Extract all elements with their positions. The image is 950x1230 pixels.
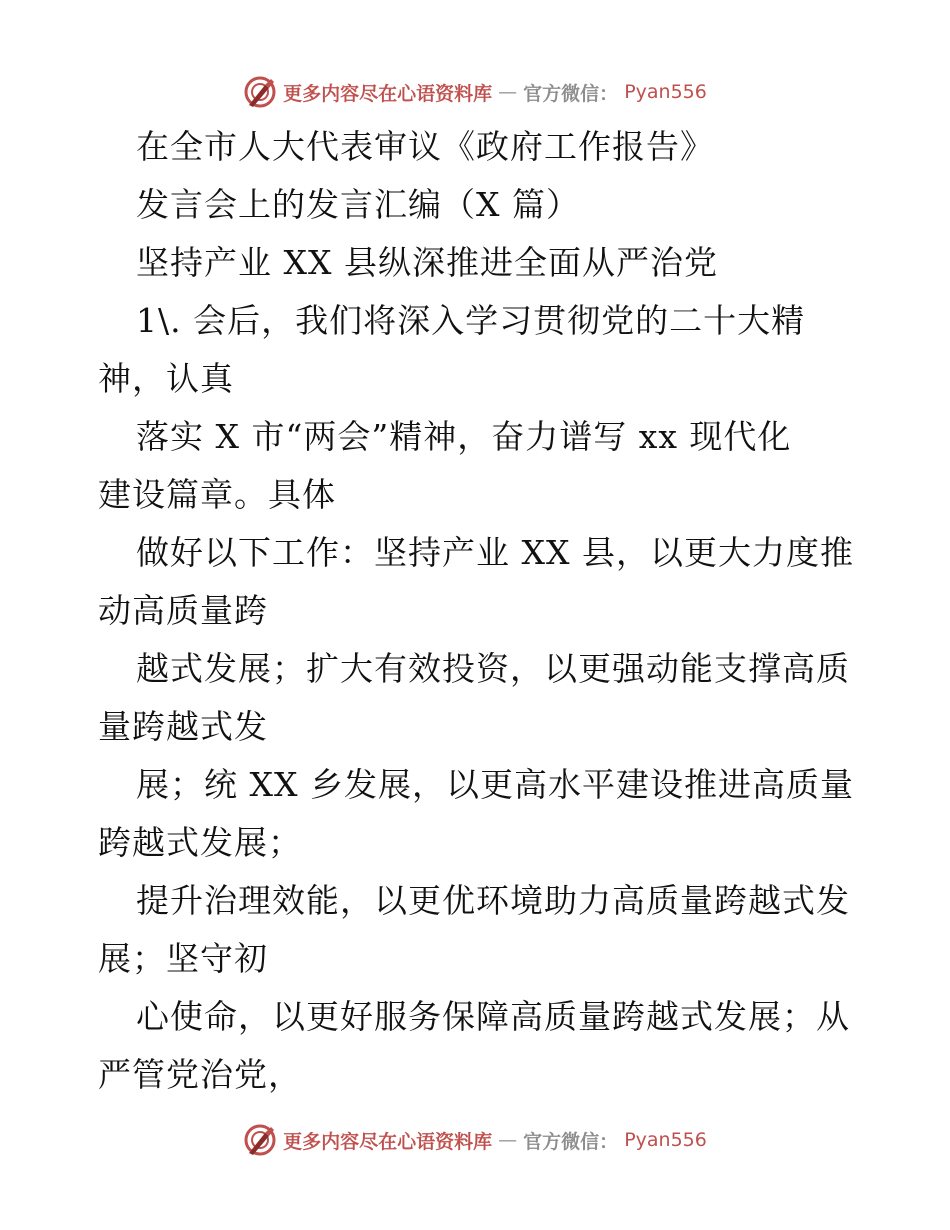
text-line: 动高质量跨 [98, 591, 268, 630]
text-line: 落实 X 市“两会”精神，奋力谱写 xx 现代化 [136, 417, 792, 456]
banner-separator: — [498, 1129, 518, 1151]
text-line: 做好以下工作：坚持产业 XX 县，以更大力度推 [136, 533, 854, 572]
text-line: 展；坚守初 [98, 939, 268, 978]
banner-separator: — [498, 81, 518, 103]
footer-banner [0, 1120, 950, 1160]
text-line: 坚持产业 XX 县纵深推进全面从严治党 [136, 243, 718, 282]
text-line: 发言会上的发言汇编（X 篇） [136, 185, 580, 224]
text-line: 在全市人大代表审议《政府工作报告》 [136, 127, 714, 166]
banner-wechat-id: Pyan556 [624, 81, 707, 103]
text-line: 跨越式发展； [98, 823, 302, 862]
text-line: 越式发展；扩大有效投资，以更强动能支撑高质 [136, 649, 850, 688]
pen-logo-icon [243, 1123, 277, 1157]
text-line: 提升治理效能，以更优环境助力高质量跨越式发 [136, 881, 850, 920]
text-line: 严管党治党， [98, 1055, 302, 1094]
text-line: 神，认真 [98, 359, 234, 398]
banner-wechat-label: 官方微信： [523, 1130, 619, 1153]
banner-text: 更多内容尽在心语资料库 [283, 1130, 493, 1153]
text-line: 1\. 会后，我们将深入学习贯彻党的二十大精 [136, 301, 806, 340]
text-line: 建设篇章。具体 [98, 475, 336, 514]
banner-wechat-label: 官方微信： [523, 82, 619, 105]
text-line: 心使命，以更好服务保障高质量跨越式发展；从 [136, 997, 850, 1036]
text-line: 量跨越式发 [98, 707, 268, 746]
pen-logo-icon [243, 75, 277, 109]
banner-wechat-id: Pyan556 [624, 1129, 707, 1151]
document-body [98, 118, 858, 1104]
banner-text: 更多内容尽在心语资料库 [283, 82, 493, 105]
header-banner [0, 72, 950, 112]
text-line: 展；统 XX 乡发展，以更高水平建设推进高质量 [136, 765, 854, 804]
